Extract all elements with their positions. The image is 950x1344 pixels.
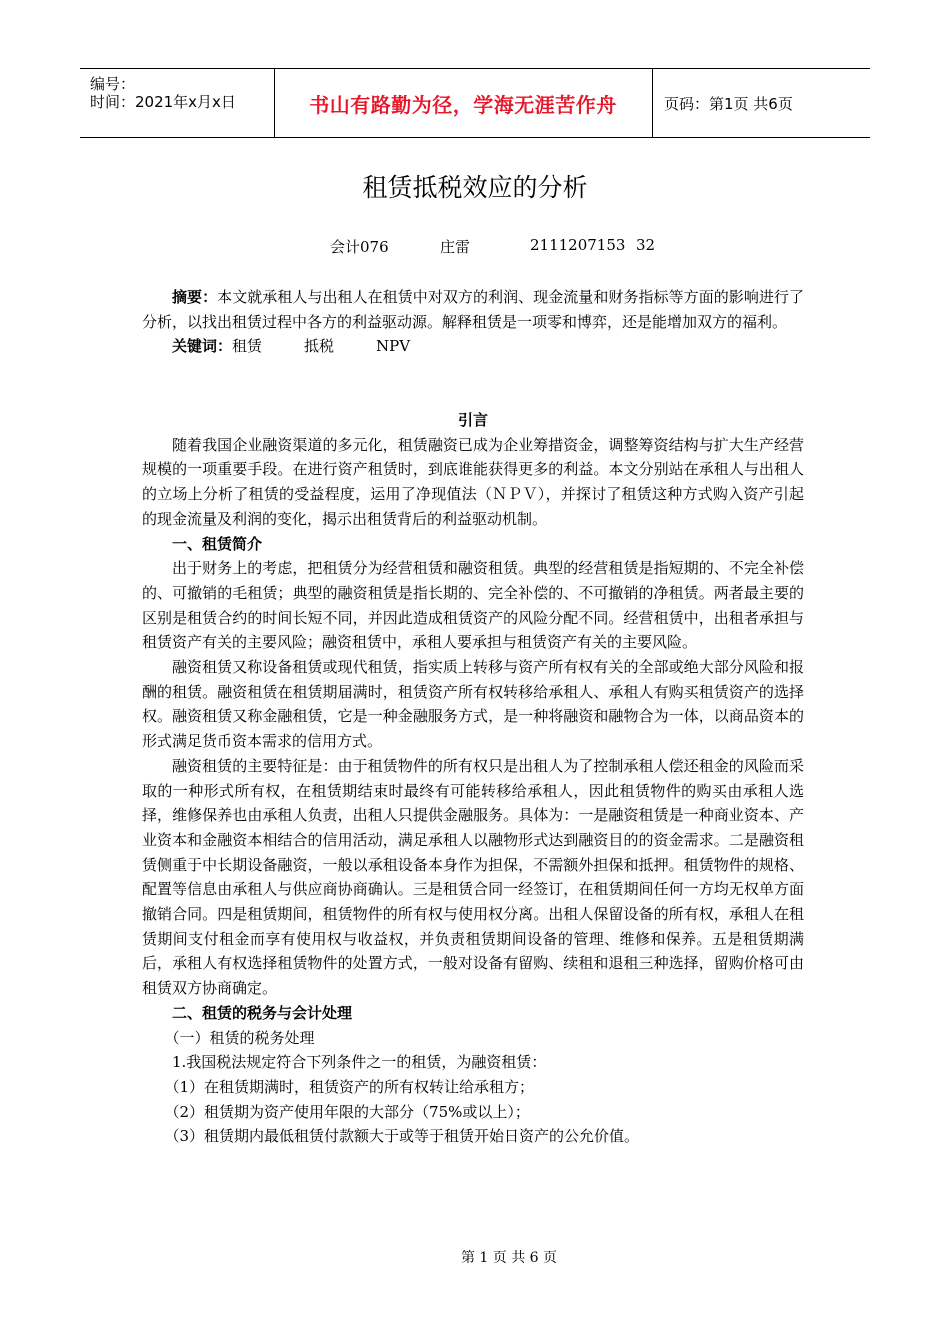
abstract-block bbox=[142, 285, 804, 359]
intro-paragraph: 随着我国企业融资渠道的多元化，租赁融资已成为企业筹措资金，调整筹资结构与扩大生产经营规模的一项重要手段。在进行资产租赁时，到底谁能获得更多的利益。本文分别站在承租人与出租人的立场上分析了租赁的受益程度，运用了净现值法（ＮＰＶ），并探讨了租赁这种方式购入资产引起的现金流量及利润的变化，揭示出租赁背后的利益驱动机制。 bbox=[142, 435, 804, 528]
keyword-2: 抵税 bbox=[304, 337, 335, 356]
header-page-info: 页码：第1页 共6页 bbox=[664, 94, 793, 113]
author-number: 32 bbox=[636, 236, 656, 254]
author-class: 会计076 bbox=[330, 238, 389, 256]
page-header bbox=[80, 68, 870, 138]
keyword-3: NPV bbox=[376, 337, 411, 356]
header-meta bbox=[80, 69, 275, 137]
condition-3: （3）租赁期内最低租赁付款额大于或等于租赁开始日资产的公允价值。 bbox=[164, 1127, 640, 1146]
section1-paragraph-3: 融资租赁的主要特征是：由于租赁物件的所有权只是出租人为了控制承租人偿还租金的风险而采取的一种形式所有权，在租赁期结束时最终有可能转移给承租人，因此租赁物件的购买由承租人选择，维修保养也由承租人负责，出租人只提供金融服务。具体为：一是融资租赁是一种商业资本、产业资本和金融资本相结合的信用活动，满足承租人以融物形式达到融资目的的资金需求。二是融资租赁侧重于中长期设备融资，一般以承租设备本身作为担保，不需额外担保和抵押。租赁物件的规格、配置等信息由承租人与供应商协商确认。三是租赁合同一经签订，在租赁期间任何一方均无权单方面撤销合同。四是租赁期间，租赁物件的所有权与使用权分离。出租人保留设备的所有权，承租人在租赁期间支付租金而享有使用权与收益权，并负责租赁期间设备的管理、维修和保养。五是租赁期满后，承租人有权选择租赁物件的处置方式，一般对设备有留购、续租和退租三种选择，留购价格可由租赁双方协商确定。 bbox=[142, 756, 804, 998]
section1-paragraph-1: 出于财务上的考虑，把租赁分为经营租赁和融资租赁。典型的经营租赁是指短期的、不完全补偿的、可撤销的毛租赁；典型的融资租赁是指长期的、完全补偿的、不可撤销的净租赁。两者最主要的区别是租赁合约的时间长短不同，并因此造成租赁资产的风险分配不同。经营租赁中，出租者承担与租赁资产有关的主要风险；融资租赁中，承租人要承担与租赁资产有关的主要风险。 bbox=[142, 559, 804, 652]
author-id: 2111207153 bbox=[530, 236, 626, 254]
document-date-label: 时间：2021年x月x日 bbox=[90, 93, 236, 111]
abstract-text: 本文就承租人与出租人在租赁中对双方的利润、现金流量和财务指标等方面的影响进行了分析，以找出租赁过程中各方的利益驱动源。解释租赁是一项零和博弈，还是能增加双方的福利。 bbox=[142, 288, 804, 331]
abstract-paragraph bbox=[142, 285, 804, 334]
intro-heading: 引言 bbox=[457, 411, 488, 429]
document-number-label: 编号： bbox=[90, 75, 136, 93]
section2-subheading: （一）租赁的税务处理 bbox=[164, 1028, 315, 1047]
abstract-label: 摘要： bbox=[172, 288, 218, 306]
main-body bbox=[142, 408, 804, 1149]
author-name: 庄雷 bbox=[440, 238, 471, 256]
header-motto: 书山有路勤为径，学海无涯苦作舟 bbox=[309, 92, 617, 117]
condition-2: （2）租赁期为资产使用年限的大部分（75%或以上）； bbox=[164, 1102, 530, 1121]
keywords-line bbox=[142, 334, 804, 359]
document-title: 租赁抵税效应的分析 bbox=[362, 173, 588, 202]
section1-heading: 一、租赁简介 bbox=[172, 534, 263, 553]
condition-1: （1）在租赁期满时，租赁资产的所有权转让给承租方； bbox=[164, 1077, 535, 1096]
keyword-1: 租赁 bbox=[232, 337, 263, 356]
header-motto-cell bbox=[274, 69, 653, 137]
section1-paragraph-2: 融资租赁又称设备租赁或现代租赁，指实质上转移与资产所有权有关的全部或绝大部分风险和报酬的租赁。融资租赁在租赁期届满时，租赁资产所有权转移给承租人、承租人有购买租赁资产的选择权。融资租赁又称金融租赁，它是一种金融服务方式，是一种将融资和融物合为一体，以商品资本的形式满足货币资本需求的信用方式。 bbox=[142, 658, 804, 751]
keywords-label: 关键词： bbox=[172, 337, 233, 356]
section2-item-1: 1.我国税法规定符合下列条件之一的租赁，为融资租赁： bbox=[172, 1053, 547, 1072]
section2-heading: 二、租赁的税务与会计处理 bbox=[172, 1003, 353, 1022]
page-footer: 第 1 页 共 6 页 bbox=[460, 1250, 558, 1266]
